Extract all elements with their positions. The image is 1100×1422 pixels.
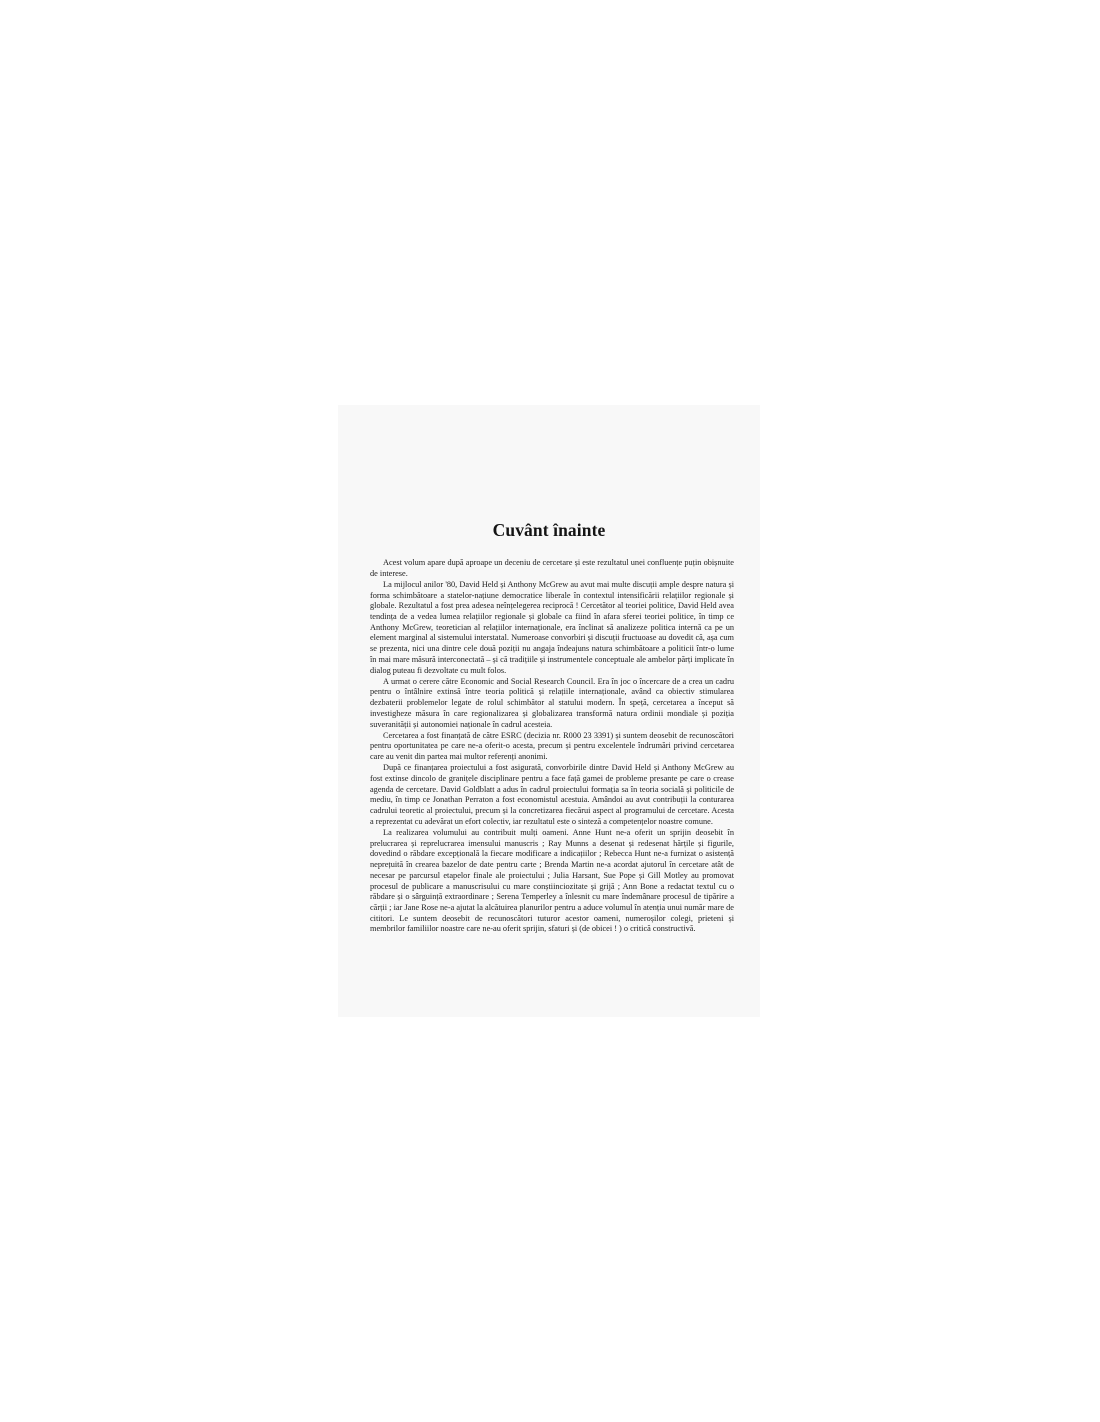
paragraph-2: La mijlocul anilor '80, David Held și Anthony McGrew au avut mai multe discuții ample despre natura și forma schimbătoare a statelor-națiune democratice liberale în contextul intensificării relațiilor regionale și globale. Rezultatul a fost prea adesea neînțelegerea reciprocă ! Cercetător al teoriei politice, David Held avea tendința de a vedea lumea relațiilor regionale și globale ca fiind în afara sferei teoriei politice, în timp ce Anthony McGrew, teoretician al relațiilor internaționale, era înclinat să analizeze politica internă ca pe un element marginal al sistemului interstatal. Numeroase convorbiri și discuții fructuoase au dovedit că, așa cum se prezenta, nici una dintre cele două poziții nu angaja îndeajuns natura schimbătoare a politicii într-o lume în mai mare măsură interconectată – și că tradițiile și instrumentele conceptuale ale ambelor părți implicate în dialog puteau fi dezvoltate cu mult folos.	[370, 579, 734, 675]
page-title: Cuvânt înainte	[492, 519, 606, 540]
foreword-body	[370, 558, 734, 935]
paragraph-4: Cercetarea a fost finanțată de către ESRC (decizia nr. R000 23 3391) și suntem deosebit de recunoscători pentru oportunitatea pe care ne-a oferit-o acesta, precum și pentru excelentele îndrumări privind cercetarea care au venit din partea mai multor referenți anonimi.	[370, 730, 734, 762]
paragraph-5: După ce finanțarea proiectului a fost asigurată, convorbirile dintre David Held și Anthony McGrew au fost extinse dincolo de granițele disciplinare pentru a face față gamei de probleme presante pe care o crease agenda de cercetare. David Goldblatt a adus în cadrul proiectului formația sa în teoria socială și politicile de mediu, în timp ce Jonathan Perraton a fost economistul acestuia. Amândoi au avut contribuții la conturarea cadrului teoretic al proiectului, precum și la concretizarea fiecărui aspect al programului de cercetare. Acesta a reprezentat cu adevărat un efort colectiv, iar rezultatul este o sinteză a competențelor noastre comune.	[370, 763, 734, 826]
paragraph-1: Acest volum apare după aproape un deceniu de cercetare și este rezultatul unei confluențe puțin obișnuite de interese.	[370, 558, 734, 578]
paragraph-3: A urmat o cerere către Economic and Social Research Council. Era în joc o încercare de a crea un cadru pentru o întâlnire extinsă între teoria politică și relațiile internaționale, având ca obiectiv stimularea dezbaterii problemelor legate de rolul schimbător al statului modern. În speță, cercetarea a început să investigheze măsura în care regionalizarea și globalizarea transformă natura ordinii mondiale și poziția suveranității și autonomiei naționale în cadrul acesteia.	[370, 676, 734, 729]
paragraph-6: La realizarea volumului au contribuit mulți oameni. Anne Hunt ne-a oferit un sprijin deosebit în prelucrarea și reprelucrarea imensului manuscris ; Ray Munns a desenat și redesenat hărțile și figurile, dovedind o răbdare excepțională la fiecare modificare a indicațiilor ; Rebecca Hunt ne-a furnizat o asistență neprețuită în crearea bazelor de date pentru carte ; Brenda Martin ne-a acordat ajutorul în cercetare atât de necesar pe parcursul etapelor finale ale proiectului ; Julia Harsant, Sue Pope și Gill Motley au promovat procesul de publicare a manuscrisului cu mare conștiinciozitate și grijă ; Ann Bone a redactat textul cu o răbdare și o sârguință extraordinare ; Serena Temperley a înlesnit cu mare îndemânare procesul de tipărire a cărții ; iar Jane Rose ne-a ajutat la alcătuirea planurilor pentru a aduce volumul în atenția unui număr mare de cititori. Le suntem deosebit de recunoscători tuturor acestor oameni, numeroșilor colegi, prieteni și membrilor familiilor noastre care ne-au oferit sprijin, sfaturi și (de obicei ! ) o critică constructivă.	[370, 828, 734, 934]
